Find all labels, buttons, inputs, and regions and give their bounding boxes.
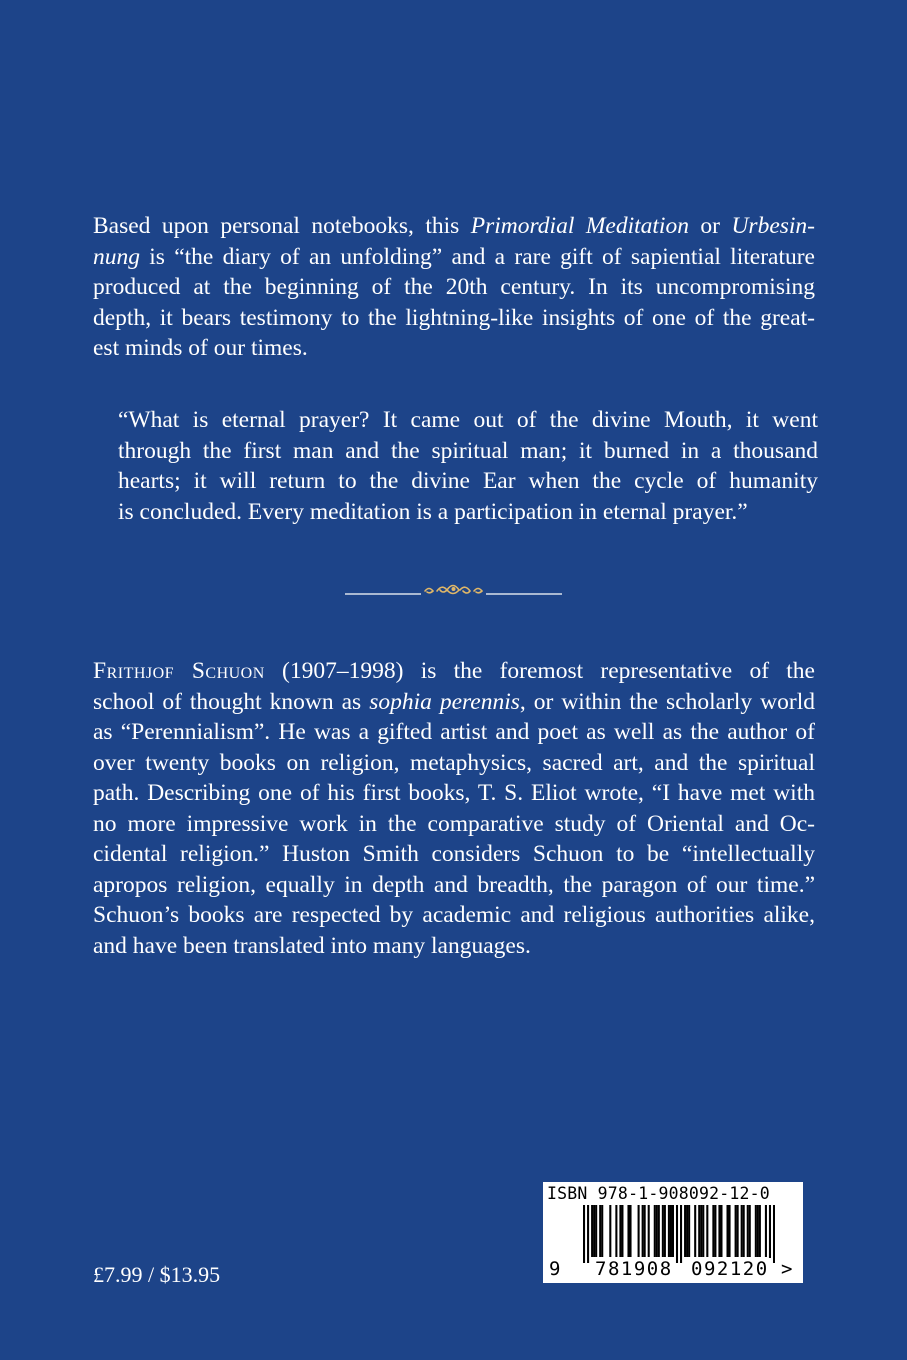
- blurb-line-1: Based upon personal notebooks, this Primordial Meditation or Urbesin-: [93, 213, 815, 239]
- barcode-bar: [726, 1205, 728, 1257]
- author-name: Frithjof Schuon: [93, 658, 265, 684]
- barcode-bar: [698, 1205, 700, 1257]
- blurb-line-4: depth, it bears testimony to the lightning-like insights of one of the great-: [93, 304, 815, 331]
- barcode-bar: [737, 1205, 739, 1257]
- barcode-bar: [769, 1205, 771, 1263]
- bio-line-6: no more impressive work in the comparative study of Oriental and Oc-: [93, 810, 815, 837]
- bio-line-9: Schuon’s books are respected by academic and religious authorities alike,: [93, 902, 815, 928]
- barcode-bar: [720, 1205, 722, 1257]
- barcode-bar: [759, 1205, 761, 1257]
- isbn-label: ISBN 978-1-908092-12-0: [547, 1184, 770, 1203]
- barcode-bar: [668, 1205, 670, 1257]
- ean-right-digits: 092120: [691, 1258, 769, 1280]
- barcode-bar: [644, 1205, 646, 1257]
- barcode-bar: [688, 1205, 690, 1257]
- ean-quiet-zone-marker: >: [781, 1258, 793, 1280]
- quote-line-2: through the first man and the spiritual man; it burned in a thousand: [118, 437, 818, 464]
- ean-first-digit: 9: [549, 1258, 561, 1280]
- bio-line-2: school of thought known as sophia perennis, or within the scholarly world: [93, 688, 815, 715]
- blurb-paragraph: [93, 211, 815, 364]
- barcode-bar: [773, 1205, 775, 1263]
- barcode-bar: [712, 1205, 714, 1257]
- barcode-bar: [741, 1205, 743, 1257]
- barcode-bar: [656, 1205, 658, 1257]
- quote-line-4: is concluded. Every meditation is a participation in eternal prayer.”: [118, 498, 748, 525]
- bio-line-7: cidental religion.” Huston Smith considers Schuon to be “intellectually: [93, 841, 815, 867]
- barcode-bar: [743, 1205, 745, 1257]
- barcode-bar: [654, 1205, 656, 1257]
- barcode-bar: [735, 1205, 737, 1257]
- barcode-bar: [595, 1205, 597, 1257]
- barcode-bar: [718, 1205, 720, 1257]
- barcode-bar: [627, 1205, 629, 1257]
- quote-paragraph: [118, 405, 818, 527]
- barcode-bar: [601, 1205, 603, 1257]
- barcode-bar: [593, 1205, 595, 1257]
- barcode-bar: [591, 1205, 593, 1257]
- barcode-bar: [583, 1205, 585, 1263]
- barcode-bar: [648, 1205, 650, 1257]
- barcode-bar: [670, 1205, 672, 1257]
- bio-line-3: as “Perennialism”. He was a gifted artist and poet as well as the author of: [93, 719, 815, 745]
- quote-line-1: “What is eternal prayer? It came out of the divine Mouth, it went: [118, 407, 818, 433]
- ornament-divider-icon: [345, 578, 562, 600]
- bio-line-4: over twenty books on religion, metaphysics, sacred art, and the spiritual: [93, 749, 815, 776]
- barcode-bar: [702, 1205, 704, 1257]
- barcode-bar: [684, 1205, 686, 1257]
- blurb-line-3: produced at the beginning of the 20th century. In its uncompromising: [93, 274, 815, 300]
- bio-line-1: Frithjof Schuon (1907–1998) is the foremost representative of the: [93, 658, 815, 684]
- barcode-bar: [599, 1205, 601, 1257]
- barcode-bar: [757, 1205, 759, 1257]
- barcode-bar: [672, 1205, 674, 1257]
- blurb-line-5: est minds of our times.: [93, 335, 308, 361]
- bio-line-5: path. Describing one of his first books, T. S. Eliot wrote, “I have met with: [93, 780, 815, 806]
- barcode-bar: [686, 1205, 688, 1257]
- barcode-bars-icon: [583, 1205, 775, 1263]
- ean-left-digits: 781908: [595, 1258, 673, 1280]
- isbn-barcode: [543, 1182, 803, 1283]
- barcode-bar: [729, 1205, 731, 1257]
- blurb-line-2: nung is “the diary of an unfolding” and a rare gift of sapiential literature: [93, 243, 815, 270]
- barcode-bar: [714, 1205, 716, 1257]
- bio-line-8: apropos religion, equally in depth and breadth, the paragon of our time.”: [93, 871, 815, 898]
- barcode-bar: [664, 1205, 666, 1257]
- barcode-bar: [619, 1205, 621, 1257]
- barcode-bar: [662, 1205, 664, 1257]
- barcode-bar: [676, 1205, 678, 1263]
- barcode-bar: [629, 1205, 631, 1257]
- bio-line-10: and have been translated into many languages.: [93, 932, 531, 959]
- barcode-bar: [755, 1205, 757, 1257]
- barcode-bar: [615, 1205, 617, 1257]
- barcode-bar: [694, 1205, 696, 1257]
- barcode-bar: [658, 1205, 660, 1257]
- barcode-bar: [638, 1205, 640, 1257]
- barcode-bar: [587, 1205, 589, 1263]
- barcode-bar: [609, 1205, 611, 1257]
- barcode-bar: [700, 1205, 702, 1257]
- author-bio-paragraph: [93, 656, 815, 961]
- price-label: £7.99 / $13.95: [93, 1262, 221, 1287]
- barcode-bar: [749, 1205, 751, 1257]
- barcode-bar: [621, 1205, 623, 1257]
- barcode-bar: [747, 1205, 749, 1257]
- quote-line-3: hearts; it will return to the divine Ear when the cycle of humanity: [118, 468, 818, 494]
- barcode-bar: [642, 1205, 644, 1257]
- barcode-bar: [706, 1205, 708, 1257]
- barcode-bar: [680, 1205, 682, 1263]
- barcode-bar: [765, 1205, 767, 1257]
